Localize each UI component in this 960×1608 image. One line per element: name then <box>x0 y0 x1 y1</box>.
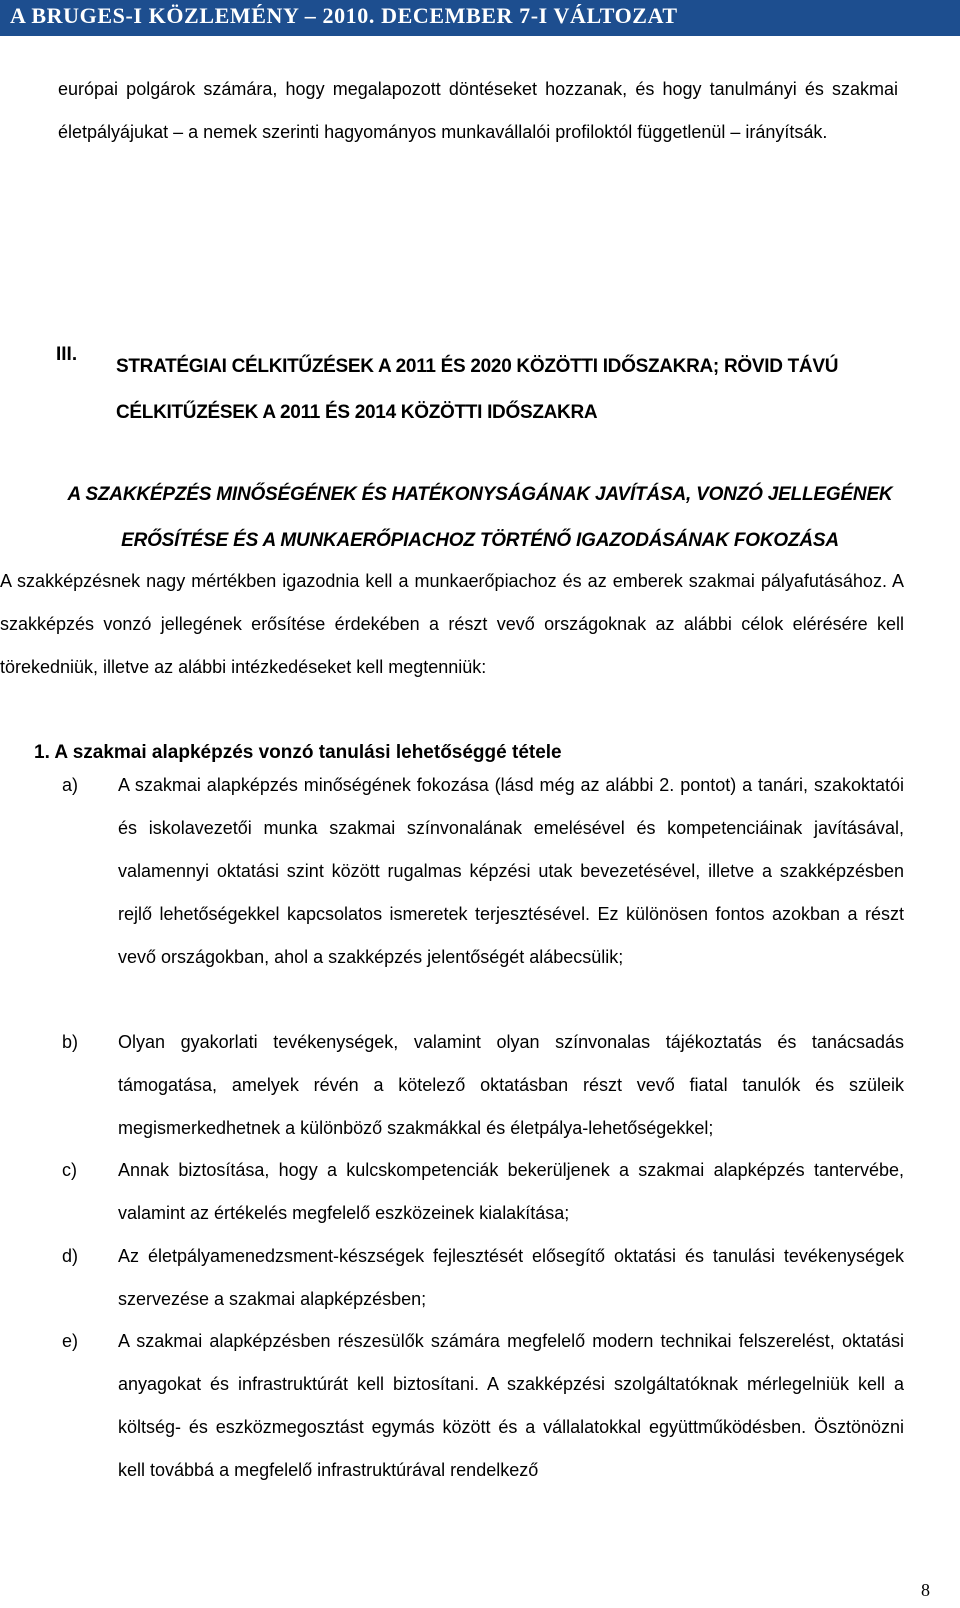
item-heading: 1. A szakmai alapképzés vonzó tanulási lehetőséggé tétele <box>34 742 562 763</box>
page-number: 8 <box>921 1580 930 1600</box>
subheading <box>0 472 960 564</box>
list-text: Annak biztosítása, hogy a kulcskompetenciák bekerüljenek a szakmai alapképzés tantervébe, valamint az értékelés megfelelő eszközeinek kialakítása; <box>118 1160 904 1223</box>
section-number: III. <box>56 344 78 365</box>
subheading-line-2: ERŐSÍTÉSE ÉS A MUNKAERŐPIACHOZ TÖRTÉNŐ IGAZODÁSÁNAK FOKOZÁSA <box>121 530 839 551</box>
document-title: A BRUGES-I KÖZLEMÉNY – 2010. DECEMBER 7-I VÁLTOZAT <box>10 3 678 28</box>
section-title: STRATÉGIAI CÉLKITŰZÉSEK A 2011 ÉS 2020 KÖZÖTTI IDŐSZAKRA; RÖVID TÁVÚ CÉLKITŰZÉSEK A 2011 ÉS 2014 KÖZÖTTI IDŐSZAKRA <box>116 356 839 423</box>
list-text: A szakmai alapképzés minőségének fokozása (lásd még az alábbi 2. pontot) a tanári, szakoktatói és iskolavezetői munka szakmai színvonalának emelésével és kompetenciáinak javításával, valamennyi oktatási szint között rugalmas képzési utak bevezetésével, illetve a szakképzésben rejlő lehetőségekkel kapcsolatos ismeretek terjesztésével. Ez különösen fontos azokban a részt vevő országokban, ahol a szakképzés jelentőségét alábecsülik; <box>118 775 904 967</box>
list-text: A szakmai alapképzésben részesülők számára megfelelő modern technikai felszerelést, oktatási anyagokat és infrastruktúrát kell biztosítani. A szakképzési szolgáltatóknak mérlegelniük kell a költség- és eszközmegosztást egymás között és a vállalatokkal együttműködésben. Ösztönözni kell továbbá a megfelelő infrastruktúrával rendelkező <box>118 1331 904 1480</box>
document-header <box>0 0 960 36</box>
list-text: Az életpályamenedzsment-készségek fejlesztését elősegítő oktatási és tanulási tevékenységek szervezése a szakmai alapképzésben; <box>118 1246 904 1309</box>
subheading-line-1: A SZAKKÉPZÉS MINŐSÉGÉNEK ÉS HATÉKONYSÁGÁNAK JAVÍTÁSA, VONZÓ JELLEGÉNEK <box>67 484 893 505</box>
list-text: Olyan gyakorlati tevékenységek, valamint olyan színvonalas tájékoztatás és tanácsadás támogatása, amelyek révén a kötelező oktatásban részt vevő fiatal tanulók és szüleik megismerkedhetnek a különböző szakmákkal és életpálya-lehetőségekkel; <box>118 1032 904 1138</box>
list-letter: c) <box>62 1160 77 1180</box>
list-letter: d) <box>62 1246 79 1266</box>
intro-paragraph: A szakképzésnek nagy mértékben igazodnia kell a munkaerőpiachoz és az emberek szakmai pályafutásához. A szakképzés vonzó jellegének erősítése érdekében a részt vevő országoknak az alábbi célok elérésére kell törekedniük, illetve az alábbi intézkedéseket kell megtenniük: <box>0 571 904 677</box>
list-letter: b) <box>62 1032 79 1052</box>
list-letter: a) <box>62 775 79 795</box>
list-letter: e) <box>62 1331 79 1351</box>
continuation-paragraph: európai polgárok számára, hogy megalapozott döntéseket hozzanak, és hogy tanulmányi és szakmai életpályájukat – a nemek szerinti hagyományos munkavállalói profiloktól függetlenül – irányítsák. <box>58 79 898 142</box>
